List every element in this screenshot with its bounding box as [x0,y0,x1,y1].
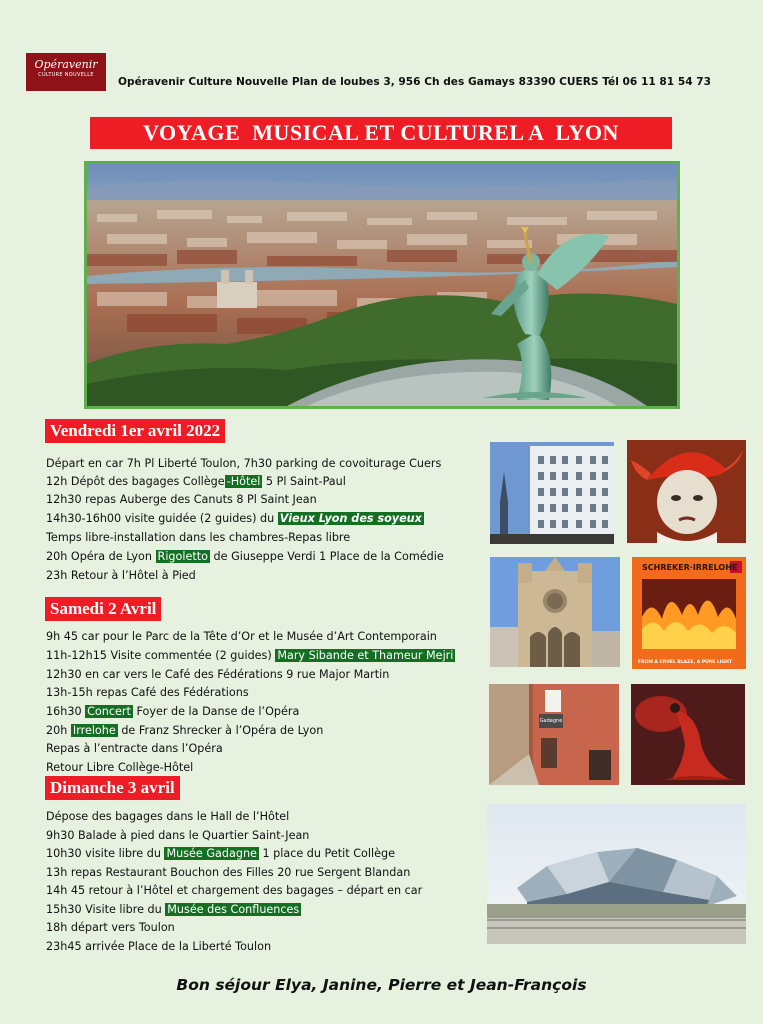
schedule-item: 15h30 Visite libre du Musée des Confluences [46,903,300,916]
highlight-hotel: -Hôtel [226,475,261,488]
highlight-concert: Concert [87,705,131,718]
album-brand: SCHREKER [642,563,690,572]
schedule-item: 13h-15h repas Café des Fédérations [46,686,249,699]
schedule-item: 12h Dépôt des bagages Collège -Hôtel 5 Pl Saint-Paul [46,475,346,488]
header-contact-info: Opéravenir Culture Nouvelle Plan de loubes 3, 956 Ch des Gamays 83390 CUERS Tél 06 11 81 54 73 [118,76,712,88]
schedule-item: 20h Irrelohe de Franz Shrecker à l’Opéra de Lyon [46,724,324,737]
schedule-item: 12h30 en car vers le Café des Fédérations 9 rue Major Martin [46,668,390,681]
schedule-item: 9h 45 car pour le Parc de la Tête d’Or et le Musée d’Art Contemporain [46,630,437,643]
lyon-building-photo [490,442,614,544]
highlight-irrelohe: Irrelohe [72,724,116,737]
schedule-item: 11h-12h15 Visite commentée (2 guides) Mary Sibande et Thameur Mejri [46,649,454,662]
highlight-rigoletto: Rigoletto [157,550,208,563]
schedule-item: 10h30 visite libre du Musée Gadagne 1 place du Petit Collège [46,847,395,860]
red-dancer-photo [631,684,745,785]
schedule-item: 18h départ vers Toulon [46,921,175,934]
schedule-item: 12h30 repas Auberge des Canuts 8 Pl Saint Jean [46,493,317,506]
schedule-item: Dépose des bagages dans le Hall de l’Hôtel [46,810,290,823]
operavenir-logo [26,53,106,91]
lyon-panorama-image [84,161,680,409]
logo-name: Opéravenir [34,58,98,71]
schedule-item: 16h30 Concert Foyer de la Danse de l’Opéra [46,705,300,718]
day-heading-saturday: Samedi 2 Avril [45,597,161,621]
logo-subtitle: CULTURE NOUVELLE [38,72,94,78]
footer-message: Bon séjour Elya, Janine, Pierre et Jean-François [176,976,587,994]
gadagne-street-photo [489,684,619,785]
schedule-item: Retour Libre Collège-Hôtel [46,761,194,774]
day-heading-sunday: Dimanche 3 avril [45,776,180,800]
rigoletto-jester-photo [627,440,746,543]
highlight-vieux-lyon: Vieux Lyon des soyeux [279,512,422,525]
highlight-musee-gadagne: Musée Gadagne [166,847,257,860]
schedule-item: Repas à l’entracte dans l’Opéra [46,742,223,755]
schedule-item: 9h30 Balade à pied dans le Quartier Saint-Jean [46,829,310,842]
album-caption: FROM A CRUEL BLAZE, A PURE LIGHT [638,660,732,665]
schedule-item: 13h repas Restaurant Bouchon des Filles 20 rue Sergent Blandan [46,866,411,879]
musee-des-confluences-photo [487,804,746,944]
schedule-item: 23h Retour à l’Hôtel à Pied [46,569,196,582]
schedule-item: Temps libre-installation dans les chambres-Repas libre [46,531,351,544]
schedule-item: 23h45 arrivée Place de la Liberté Toulon [46,940,272,953]
day-heading-friday: Vendredi 1er avril 2022 [45,419,225,443]
highlight-mary-sibande: Mary Sibande et Thameur Mejri [277,649,454,662]
schedule-item: 20h Opéra de Lyon Rigoletto de Giuseppe Verdi 1 Place de la Comédie [46,550,444,563]
irrelohe-album-cover: SCHREKER·IRRELOHE FROM A CRUEL BLAZE, A PURE LIGHT [632,557,746,669]
gadagne-sign: Gadagne [539,714,563,728]
cathedral-saint-jean-photo [490,557,620,667]
highlight-musee-confluences: Musée des Confluences [167,903,300,916]
album-title: IRRELOHE [692,563,738,572]
schedule-item: Départ en car 7h Pl Liberté Toulon, 7h30 parking de covoiturage Cuers [46,457,442,470]
schedule-item: 14h 45 retour à l’Hôtel et chargement des bagages – départ en car [46,884,423,897]
schedule-item: 14h30-16h00 visite guidée (2 guides) du Vieux Lyon des soyeux [46,512,422,525]
page-title: VOYAGE MUSICAL ET CULTUREL A LYON [90,117,672,149]
